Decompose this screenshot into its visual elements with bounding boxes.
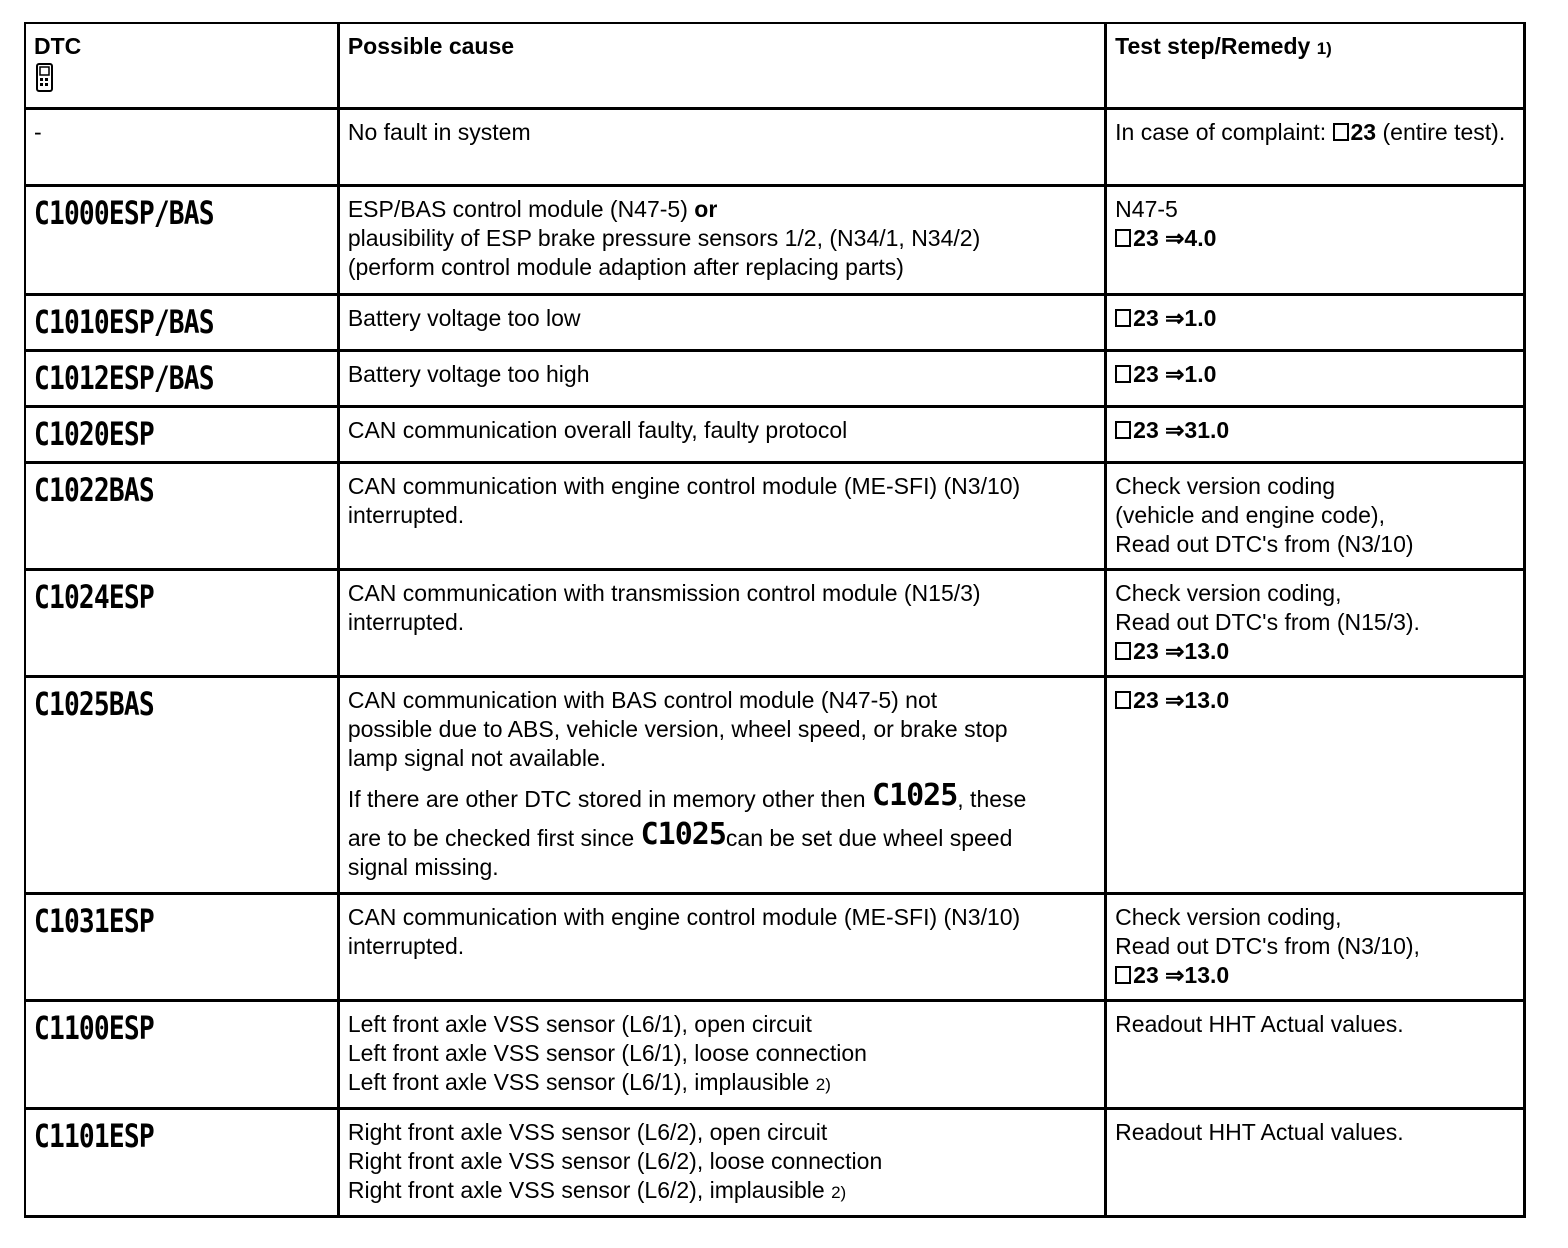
header-remedy: Test step/Remedy xyxy=(1115,33,1311,59)
cause-line: Right front axle VSS sensor (L6/2), implausible xyxy=(347,1176,832,1203)
inline-dtc-code: C1025 xyxy=(871,777,958,813)
cause-text: Battery voltage too low xyxy=(347,304,581,331)
cause-line: CAN communication with engine control module (ME-SFI) (N3/10) xyxy=(347,472,1021,499)
dtc-table xyxy=(24,22,1526,1218)
remedy-cell xyxy=(1106,294,1525,350)
dtc-cell xyxy=(25,893,338,1000)
dtc-code: C1024ESP xyxy=(34,577,154,616)
dtc-code: C1000ESP/BAS xyxy=(34,193,214,232)
header-remedy-cell xyxy=(1106,23,1525,108)
remedy-line: Check version coding, xyxy=(1115,903,1342,930)
remedy-text: In case of complaint: xyxy=(1115,118,1333,145)
dtc-cell xyxy=(25,569,338,676)
remedy-line: Readout HHT Actual values. xyxy=(1115,1118,1404,1145)
table-row xyxy=(25,462,1525,569)
test-reference: 23 ⇒4.0 xyxy=(1133,224,1217,251)
test-reference: 23 ⇒31.0 xyxy=(1133,416,1230,443)
test-reference-box-icon xyxy=(1115,365,1131,383)
remedy-cell xyxy=(1106,676,1525,893)
cause-cell xyxy=(338,1108,1105,1216)
cause-cell xyxy=(338,185,1105,294)
test-reference: 23 ⇒13.0 xyxy=(1133,961,1230,988)
dtc-cell xyxy=(25,108,338,185)
cause-line: signal missing. xyxy=(347,853,499,880)
cause-line: can be set due wheel speed xyxy=(725,824,1013,851)
cause-cell xyxy=(338,676,1105,893)
dtc-cell xyxy=(25,462,338,569)
dtc-code: - xyxy=(34,118,42,145)
dtc-code: C1101ESP xyxy=(34,1116,154,1155)
remedy-line: Readout HHT Actual values. xyxy=(1115,1010,1404,1037)
remedy-cell xyxy=(1106,569,1525,676)
remedy-line: Read out DTC's from (N15/3). xyxy=(1115,608,1420,635)
remedy-line: Check version coding xyxy=(1115,472,1336,499)
dtc-code: C1100ESP xyxy=(34,1008,154,1047)
remedy-cell xyxy=(1106,108,1525,185)
header-remedy-footnote: 1) xyxy=(1316,39,1332,58)
remedy-text-end: (entire test). xyxy=(1376,118,1506,145)
table-row xyxy=(25,294,1525,350)
test-reference-box-icon xyxy=(1115,642,1131,660)
cause-line: , these xyxy=(957,785,1027,812)
cause-line: Left front axle VSS sensor (L6/1), loose connection xyxy=(347,1039,867,1066)
table-row xyxy=(25,108,1525,185)
cause-cell xyxy=(338,350,1105,406)
cause-line: If there are other DTC stored in memory other then xyxy=(347,785,872,812)
cause-text: CAN communication overall faulty, faulty protocol xyxy=(347,416,848,443)
test-reference-box-icon xyxy=(1115,229,1131,247)
cause-cell xyxy=(338,462,1105,569)
cause-line: are to be checked first since xyxy=(347,824,641,851)
header-cause: Possible cause xyxy=(347,33,515,59)
dtc-code: C1031ESP xyxy=(34,901,154,940)
dtc-cell xyxy=(25,1000,338,1108)
dtc-code: C1012ESP/BAS xyxy=(34,358,214,397)
cause-line: possible due to ABS, vehicle version, wheel speed, or brake stop xyxy=(347,715,1008,742)
cause-or: or xyxy=(694,195,718,222)
test-reference: 23 ⇒1.0 xyxy=(1133,304,1217,331)
cause-cell xyxy=(338,1000,1105,1108)
header-dtc: DTC xyxy=(34,33,82,59)
dtc-cell xyxy=(25,350,338,406)
cause-text: No fault in system xyxy=(347,118,531,145)
test-reference: 23 ⇒13.0 xyxy=(1133,686,1230,713)
cause-text: Battery voltage too high xyxy=(347,360,590,387)
remedy-line: Read out DTC's from (N3/10) xyxy=(1115,530,1414,557)
remedy-cell xyxy=(1106,893,1525,1000)
footnote-ref: 2) xyxy=(831,1182,847,1202)
table-row xyxy=(25,185,1525,294)
dtc-cell xyxy=(25,1108,338,1216)
table-row xyxy=(25,893,1525,1000)
test-reference: 23 ⇒1.0 xyxy=(1133,360,1217,387)
cause-cell xyxy=(338,893,1105,1000)
remedy-cell xyxy=(1106,1108,1525,1216)
test-reference: 23 ⇒13.0 xyxy=(1133,637,1230,664)
hand-held-tester-icon xyxy=(34,63,56,93)
remedy-cell xyxy=(1106,462,1525,569)
test-reference-box-icon xyxy=(1115,421,1131,439)
remedy-cell xyxy=(1106,185,1525,294)
test-reference-box-icon xyxy=(1115,309,1131,327)
header-cause-cell xyxy=(338,23,1105,108)
inline-dtc-code: C1025 xyxy=(640,816,726,852)
cause-line: plausibility of ESP brake pressure sensors 1/2, (N34/1, N34/2) xyxy=(347,224,981,251)
remedy-line: N47-5 xyxy=(1115,195,1178,222)
dtc-cell xyxy=(25,676,338,893)
cause-cell xyxy=(338,108,1105,185)
table-row xyxy=(25,676,1525,893)
remedy-cell xyxy=(1106,1000,1525,1108)
cause-line: Right front axle VSS sensor (L6/2), loose connection xyxy=(347,1147,883,1174)
table-row xyxy=(25,569,1525,676)
cause-line: Right front axle VSS sensor (L6/2), open circuit xyxy=(347,1118,828,1145)
dtc-code: C1025BAS xyxy=(34,684,154,723)
dtc-cell xyxy=(25,185,338,294)
cause-line: lamp signal not available. xyxy=(347,744,607,771)
cause-line: Left front axle VSS sensor (L6/1), open circuit xyxy=(347,1010,812,1037)
cause-line: Left front axle VSS sensor (L6/1), implausible xyxy=(347,1068,816,1095)
cause-cell xyxy=(338,569,1105,676)
dtc-code: C1020ESP xyxy=(34,414,154,453)
cause-line: CAN communication with BAS control module (N47-5) not xyxy=(347,686,938,713)
table-row xyxy=(25,1000,1525,1108)
dtc-cell xyxy=(25,406,338,462)
test-reference-box-icon xyxy=(1333,123,1349,141)
dtc-cell xyxy=(25,294,338,350)
table-header-row xyxy=(25,23,1525,108)
cause-line: interrupted. xyxy=(347,501,465,528)
test-reference-box-icon xyxy=(1115,966,1131,984)
test-reference: 23 xyxy=(1350,118,1377,145)
table-row xyxy=(25,1108,1525,1216)
remedy-line: (vehicle and engine code), xyxy=(1115,501,1385,528)
cause-line: interrupted. xyxy=(347,932,465,959)
dtc-code: C1022BAS xyxy=(34,470,154,509)
table-row xyxy=(25,406,1525,462)
cause-line: interrupted. xyxy=(347,608,465,635)
footnote-ref: 2) xyxy=(815,1074,831,1094)
header-dtc-cell xyxy=(25,23,338,108)
remedy-line: Read out DTC's from (N3/10), xyxy=(1115,932,1420,959)
cause-line: CAN communication with transmission control module (N15/3) xyxy=(347,579,981,606)
remedy-cell xyxy=(1106,350,1525,406)
table-row xyxy=(25,350,1525,406)
test-reference-box-icon xyxy=(1115,691,1131,709)
cause-cell xyxy=(338,294,1105,350)
dtc-code: C1010ESP/BAS xyxy=(34,302,214,341)
remedy-cell xyxy=(1106,406,1525,462)
cause-line: ESP/BAS control module (N47-5) xyxy=(347,195,695,222)
cause-cell xyxy=(338,406,1105,462)
cause-line: (perform control module adaption after replacing parts) xyxy=(347,253,904,280)
remedy-line: Check version coding, xyxy=(1115,579,1342,606)
cause-line: CAN communication with engine control module (ME-SFI) (N3/10) xyxy=(347,903,1021,930)
